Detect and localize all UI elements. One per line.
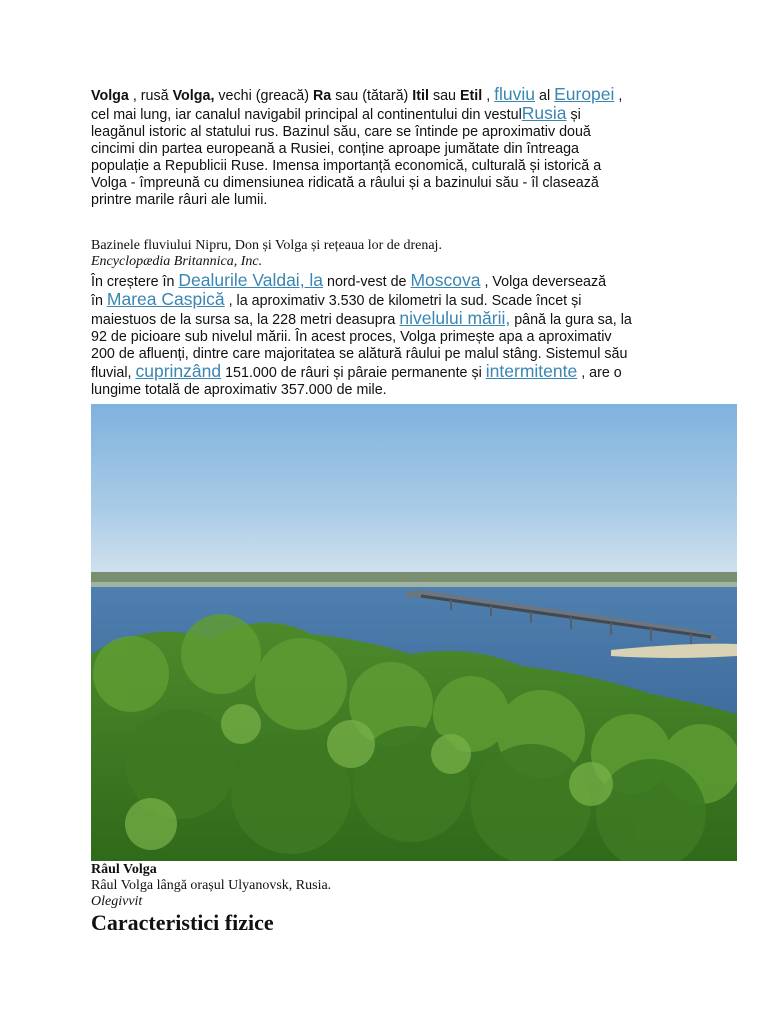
course-paragraph: În creștere în Dealurile Valdai, la nord-vest de Moscova , Volga deversează în Marea Caspică , la aproximativ 3.530 de kilometri la sud. Scade încet și maiestuos de la sursa sa, la 228 metri deasupra nivelului mării, până la gura sa, la 92 de picioare sub nivelul mării. În acest proces, Volga primește apa a aproximativ 200 de afluenți, dintre care majoritatea se alătură râului pe malul stâng. Sistemul său fluvial, cuprinzând 151.000 de râuri și pâraie permanente și intermitente , are o lungime totală de aproximativ 357.000 de mile. [91, 270, 632, 398]
link-cuprinzand[interactable]: cuprinzând [135, 361, 222, 381]
link-nivelul-marii[interactable]: nivelului mării, [399, 308, 511, 328]
map-caption-credit: Encyclopædia Britannica, Inc. [91, 254, 263, 269]
photo-caption-text: Râul Volga lângă orașul Ulyanovsk, Rusia. [91, 878, 332, 893]
term-ra: Ra [312, 88, 332, 104]
map-caption [91, 238, 691, 270]
link-moscova[interactable]: Moscova [410, 270, 481, 290]
intro-paragraph: Volga , rusă Volga, vechi (greacă) Ra sau (tătară) Itil sau Etil , fluviu al Europei , cel mai lung, iar canalul navigabil principal al continentului din vestulRusia și leagănul istoric al statului rus. Bazinul său, care se întinde pe aproximativ două cincimi din partea europeană a Rusiei, conține aproape jumătate din întreaga populație a Republicii Ruse. Imensa importanță economică, culturală și istorică a Volga - împreună cu dimensiunea ridicată a râului și a bazinului său - îl clasează printre marile râuri ale lumii. [91, 84, 623, 208]
term-itil: Itil [412, 88, 429, 104]
term-etil: Etil [459, 88, 483, 104]
link-marea-caspica[interactable]: Marea Caspică [106, 289, 225, 309]
link-dealurile-valdai[interactable]: Dealurile Valdai, la [178, 270, 324, 290]
term-volga-ru: Volga, [172, 88, 215, 104]
river-landscape-illustration [91, 404, 737, 861]
link-fluviu[interactable]: fluviu [494, 84, 536, 104]
map-caption-title: Bazinele fluviului Nipru, Don și Volga și rețeaua lor de drenaj. [91, 238, 442, 253]
photo-caption-credit: Olegivvit [91, 894, 143, 909]
volga-river-photo [91, 404, 737, 861]
term-volga: Volga [91, 88, 129, 104]
section-heading: Caracteristici fizice [91, 910, 274, 935]
photo-caption [91, 862, 691, 910]
photo-caption-title: Râul Volga [91, 862, 157, 877]
link-rusia[interactable]: Rusia [521, 103, 567, 123]
link-europei[interactable]: Europei [554, 84, 615, 104]
link-intermitente[interactable]: intermitente [485, 361, 578, 381]
